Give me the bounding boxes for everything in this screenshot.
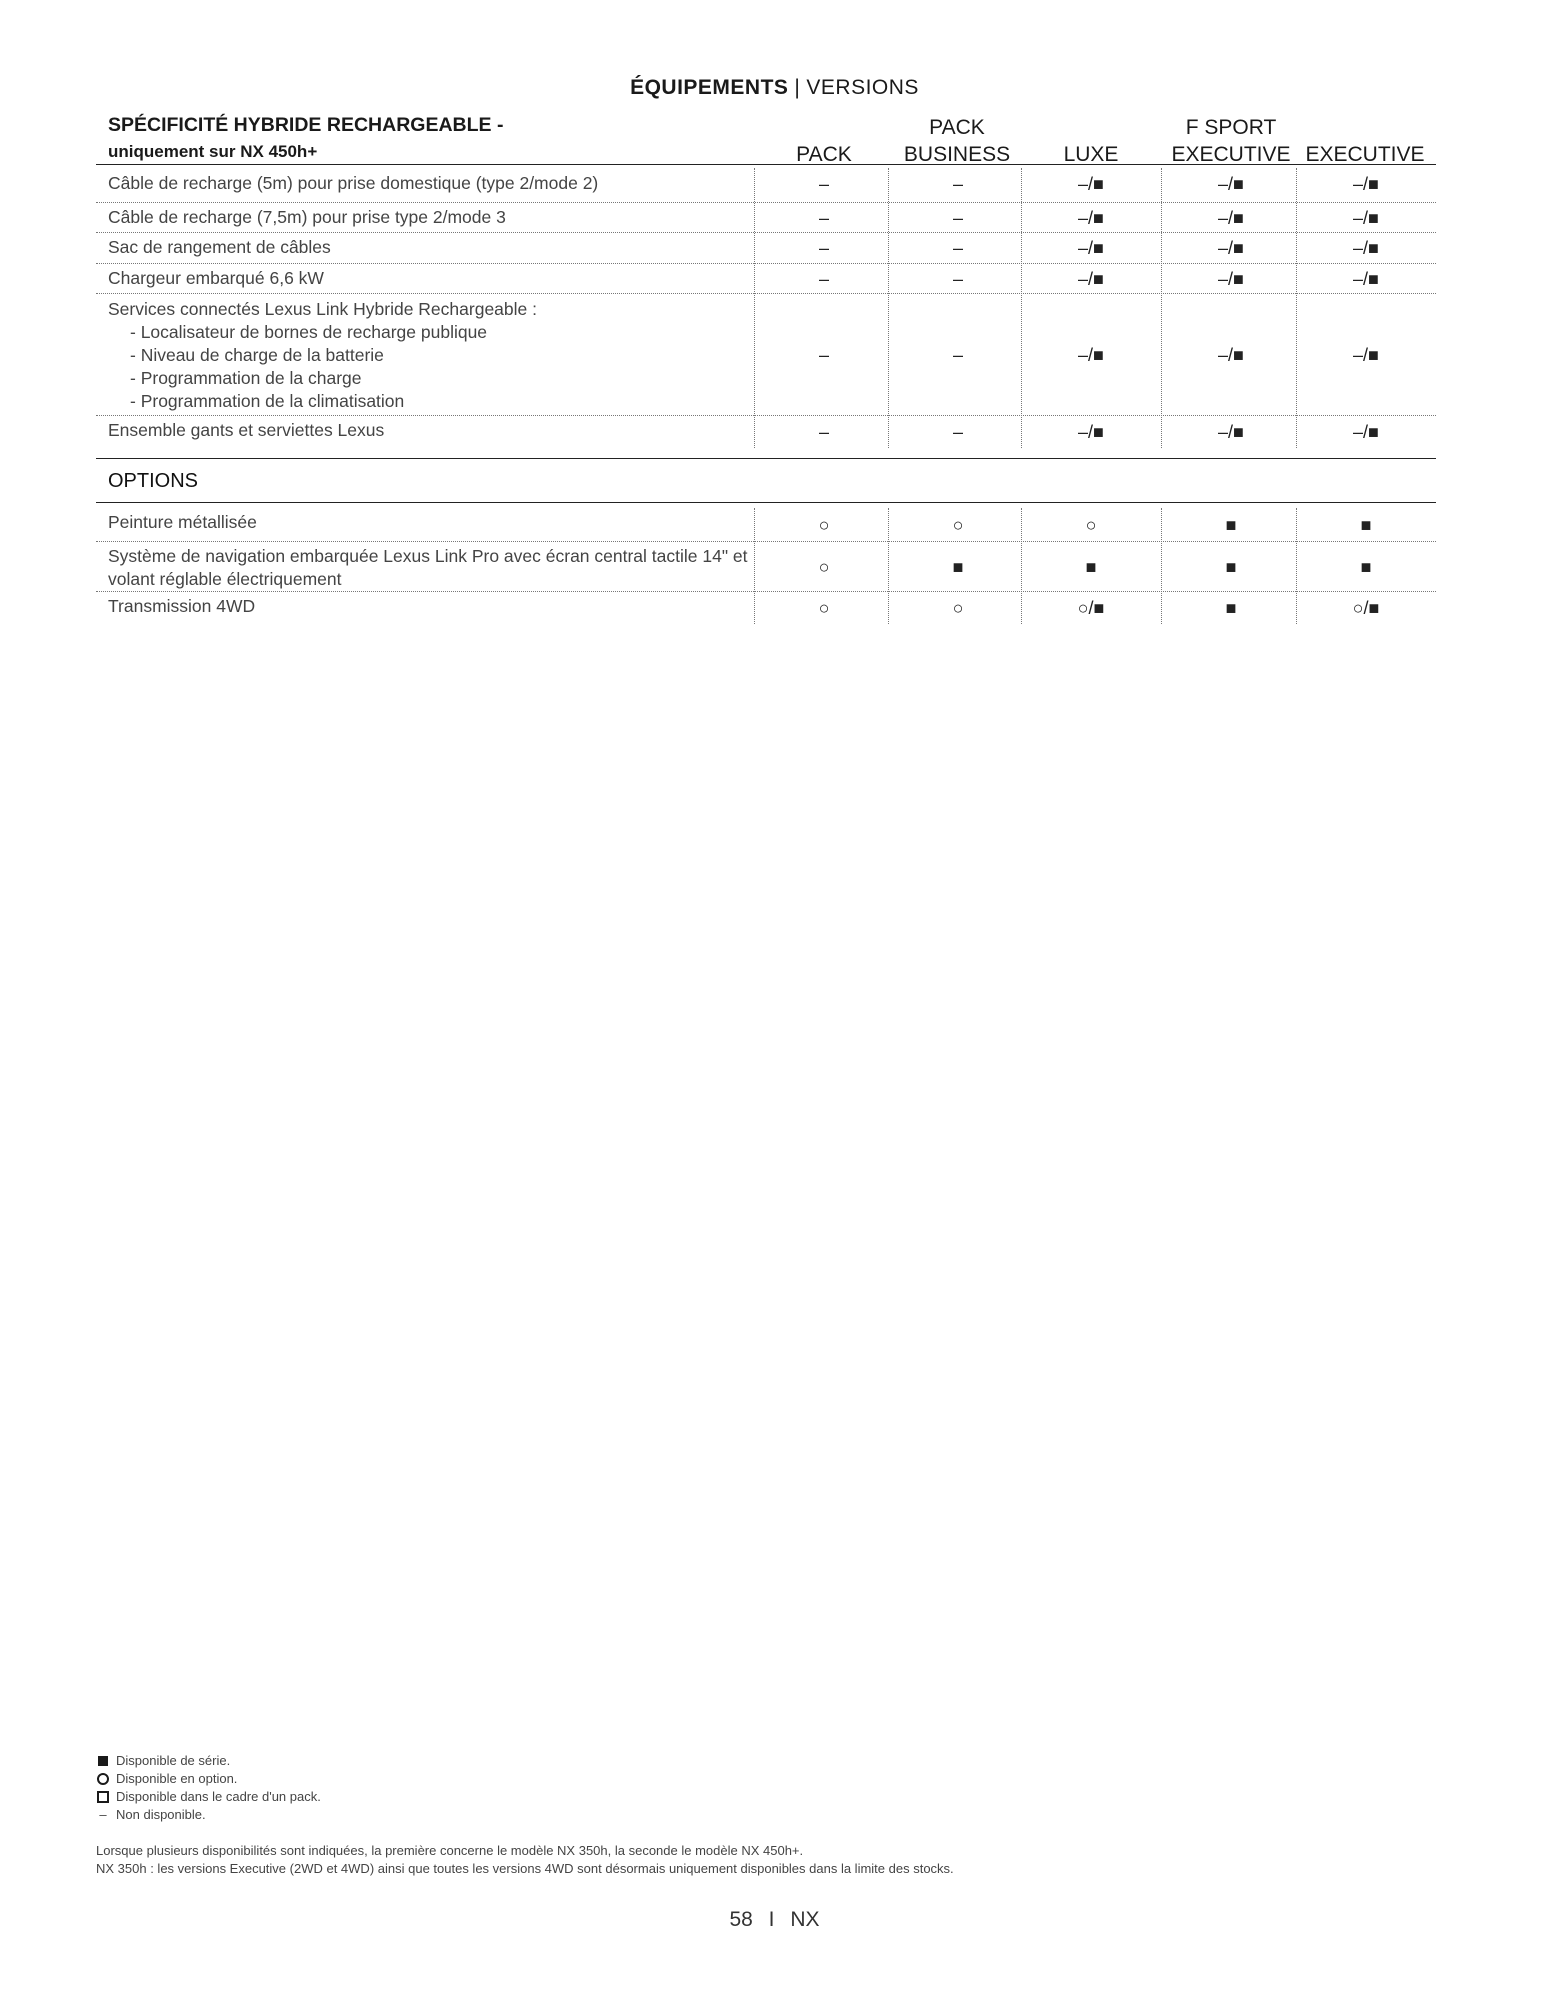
equipment-table: [96, 0, 1436, 2000]
cell-value: ■: [952, 556, 964, 577]
section1-title-line2: uniquement sur NX 450h+: [108, 142, 318, 161]
cell-pack-business: [888, 542, 1028, 592]
cell-executive: [1296, 592, 1436, 624]
cell-value: –: [818, 422, 829, 442]
column-separator: [888, 508, 889, 624]
row-label: Peinture métallisée: [108, 512, 257, 532]
cell-value: ○: [1085, 514, 1097, 535]
cell-value: –/■: [1078, 422, 1104, 442]
cell-value: –: [952, 174, 963, 194]
cell-fsport-executive: [1161, 508, 1301, 542]
cell-luxe: [1021, 294, 1161, 416]
cell-value: –/■: [1078, 344, 1104, 365]
column-header-line1: [1292, 114, 1438, 141]
cell-executive: [1296, 542, 1436, 592]
cell-executive: [1296, 294, 1436, 416]
cell-pack: [754, 508, 894, 542]
column-separator: [754, 168, 755, 448]
column-header-pack: [751, 114, 897, 168]
cell-luxe: [1021, 592, 1161, 624]
cell-value: –/■: [1218, 344, 1244, 365]
column-header-line2: LUXE: [1063, 143, 1119, 166]
cell-value: –/■: [1353, 174, 1379, 194]
column-header-line1: [751, 114, 897, 141]
page-number: 58: [729, 1908, 753, 1931]
cell-pack: [754, 294, 894, 416]
cell-value: –/■: [1218, 207, 1244, 228]
section2-top-rule: [96, 502, 1436, 503]
cell-pack-business: [888, 203, 1028, 233]
cell-pack-business: [888, 592, 1028, 624]
outlined-square-icon: [97, 1791, 109, 1803]
cell-fsport-executive: [1161, 264, 1301, 294]
row-label: Services connectés Lexus Link Hybride Rechargeable :: [108, 299, 537, 319]
cell-luxe: [1021, 416, 1161, 449]
cell-luxe: [1021, 264, 1161, 294]
cell-luxe: [1021, 542, 1161, 592]
footer-separator: I: [768, 1908, 775, 1931]
column-header-line1: [1018, 114, 1164, 141]
table-row: [96, 542, 1436, 592]
cell-value: ■: [1225, 556, 1237, 577]
cell-value: ■: [1225, 597, 1237, 618]
cell-value: ○/■: [1352, 597, 1380, 618]
table-row: [96, 592, 1436, 624]
cell-value: –: [818, 268, 829, 289]
cell-value: –: [818, 238, 829, 258]
row-label: Sac de rangement de câbles: [108, 237, 331, 257]
row-label-multiline: [108, 545, 748, 591]
page-footer: [0, 1908, 1549, 1932]
cell-value: ○: [818, 514, 830, 535]
cell-fsport-executive: [1161, 294, 1301, 416]
row-label-cont: volant réglable électriquement: [108, 569, 342, 589]
column-header-line1: PACK: [929, 116, 985, 139]
cell-value: –/■: [1353, 238, 1379, 258]
cell-value: ■: [1360, 514, 1372, 535]
table-row: [96, 264, 1436, 294]
column-separator: [1021, 508, 1022, 624]
footnotes: [96, 1842, 954, 1878]
column-separator: [1161, 508, 1162, 624]
legend-text: Non disponible.: [116, 1807, 206, 1822]
column-header-line2: BUSINESS: [903, 143, 1011, 166]
column-header-line2: PACK: [796, 143, 852, 166]
cell-fsport-executive: [1161, 203, 1301, 233]
cell-pack: [754, 592, 894, 624]
cell-value: –/■: [1353, 207, 1379, 228]
cell-pack: [754, 542, 894, 592]
cell-value: –: [952, 268, 963, 289]
table-row: [96, 166, 1436, 203]
cell-pack: [754, 233, 894, 264]
cell-pack-business: [888, 294, 1028, 416]
cell-value: ○: [952, 514, 964, 535]
cell-pack: [754, 264, 894, 294]
cell-value: ○: [818, 597, 830, 618]
table-row: [96, 294, 1436, 416]
footnote: Lorsque plusieurs disponibilités sont indiquées, la première concerne le modèle NX 350h, la seconde le modèle NX 450h+.: [96, 1843, 804, 1858]
legend-item: [96, 1806, 321, 1824]
cell-pack: [754, 203, 894, 233]
legend-item: [96, 1770, 321, 1788]
legend-item: [96, 1788, 321, 1806]
row-subline: - Niveau de charge de la batterie: [130, 345, 384, 365]
cell-value: –: [818, 174, 829, 194]
row-label: Câble de recharge (5m) pour prise domestique (type 2/mode 2): [108, 173, 599, 193]
cell-pack-business: [888, 416, 1028, 449]
column-separator: [754, 508, 755, 624]
header-subtitle: VERSIONS: [806, 76, 919, 99]
cell-value: –/■: [1218, 174, 1244, 194]
cell-fsport-executive: [1161, 416, 1301, 449]
cell-value: –/■: [1078, 268, 1104, 289]
column-separator: [1296, 508, 1297, 624]
cell-fsport-executive: [1161, 592, 1301, 624]
cell-executive: [1296, 416, 1436, 449]
cell-value: ■: [1225, 514, 1237, 535]
table-row: [96, 416, 1436, 449]
filled-square-icon: [98, 1756, 108, 1766]
row-subline: - Programmation de la charge: [130, 368, 362, 388]
cell-pack: [754, 166, 894, 203]
row-label: Ensemble gants et serviettes Lexus: [108, 420, 385, 440]
cell-value: –/■: [1353, 422, 1379, 442]
column-header-executive: [1292, 114, 1438, 168]
column-separator: [1161, 168, 1162, 448]
circle-icon: [97, 1773, 109, 1785]
cell-value: –/■: [1078, 174, 1104, 194]
dash-icon: –: [99, 1807, 107, 1822]
cell-pack-business: [888, 508, 1028, 542]
section1-bottom-rule: [96, 458, 1436, 459]
cell-value: –/■: [1353, 344, 1379, 365]
cell-executive: [1296, 166, 1436, 203]
column-separator: [1296, 168, 1297, 448]
column-header-fsport-executive: [1158, 114, 1304, 168]
cell-value: –/■: [1218, 238, 1244, 258]
cell-value: –: [952, 238, 963, 258]
column-header-line2: EXECUTIVE: [1305, 143, 1425, 166]
footnote: NX 350h : les versions Executive (2WD et 4WD) ainsi que toutes les versions 4WD sont désormais uniquement disponibles dans la limite des stocks.: [96, 1861, 954, 1876]
row-label: Système de navigation embarquée Lexus Link Pro avec écran central tactile 14" et: [108, 546, 748, 566]
cell-value: –: [818, 344, 829, 365]
column-separator: [888, 168, 889, 448]
row-label: Transmission 4WD: [108, 596, 256, 616]
cell-value: –/■: [1218, 268, 1244, 289]
cell-pack: [754, 416, 894, 449]
header-title: ÉQUIPEMENTS: [630, 76, 789, 99]
cell-executive: [1296, 203, 1436, 233]
row-subline: - Localisateur de bornes de recharge publique: [130, 322, 488, 342]
cell-luxe: [1021, 166, 1161, 203]
cell-value: ○: [952, 597, 964, 618]
cell-luxe: [1021, 508, 1161, 542]
cell-executive: [1296, 233, 1436, 264]
footer-model: NX: [790, 1908, 820, 1931]
cell-value: –/■: [1353, 268, 1379, 289]
cell-value: –: [952, 422, 963, 442]
legend-text: Disponible de série.: [116, 1753, 231, 1768]
legend-text: Disponible dans le cadre d'un pack.: [116, 1789, 321, 1804]
legend-text: Disponible en option.: [116, 1771, 238, 1786]
legend-item: [96, 1752, 321, 1770]
column-header-line2: EXECUTIVE: [1171, 143, 1291, 166]
cell-fsport-executive: [1161, 166, 1301, 203]
table-row: [96, 233, 1436, 264]
cell-pack-business: [888, 166, 1028, 203]
cell-value: –/■: [1078, 207, 1104, 228]
cell-pack-business: [888, 233, 1028, 264]
cell-value: –: [818, 207, 829, 228]
section1-top-rule: [96, 164, 1436, 165]
header-separator: |: [794, 76, 801, 99]
table-row: [96, 508, 1436, 542]
cell-value: ○/■: [1077, 597, 1105, 618]
section1-title-line1: SPÉCIFICITÉ HYBRIDE RECHARGEABLE -: [108, 114, 504, 136]
section2-title: OPTIONS: [108, 470, 199, 492]
column-header-luxe: [1018, 114, 1164, 168]
cell-luxe: [1021, 203, 1161, 233]
cell-value: ■: [1360, 556, 1372, 577]
cell-fsport-executive: [1161, 233, 1301, 264]
column-header-line1: F SPORT: [1185, 116, 1277, 139]
cell-value: ○: [818, 556, 830, 577]
cell-value: –: [952, 344, 963, 365]
cell-executive: [1296, 264, 1436, 294]
cell-luxe: [1021, 233, 1161, 264]
table-row: [96, 203, 1436, 233]
column-separator: [1021, 168, 1022, 448]
cell-value: –/■: [1218, 422, 1244, 442]
cell-value: –/■: [1078, 238, 1104, 258]
row-label: Chargeur embarqué 6,6 kW: [108, 268, 324, 288]
cell-value: ■: [1085, 556, 1097, 577]
legend: [96, 1752, 321, 1824]
row-label-multiline: [108, 298, 748, 413]
column-header-pack-business: [884, 114, 1030, 168]
cell-executive: [1296, 508, 1436, 542]
row-label: Câble de recharge (7,5m) pour prise type 2/mode 3: [108, 207, 506, 227]
cell-value: –: [952, 207, 963, 228]
cell-fsport-executive: [1161, 542, 1301, 592]
cell-pack-business: [888, 264, 1028, 294]
row-subline: - Programmation de la climatisation: [130, 391, 405, 411]
